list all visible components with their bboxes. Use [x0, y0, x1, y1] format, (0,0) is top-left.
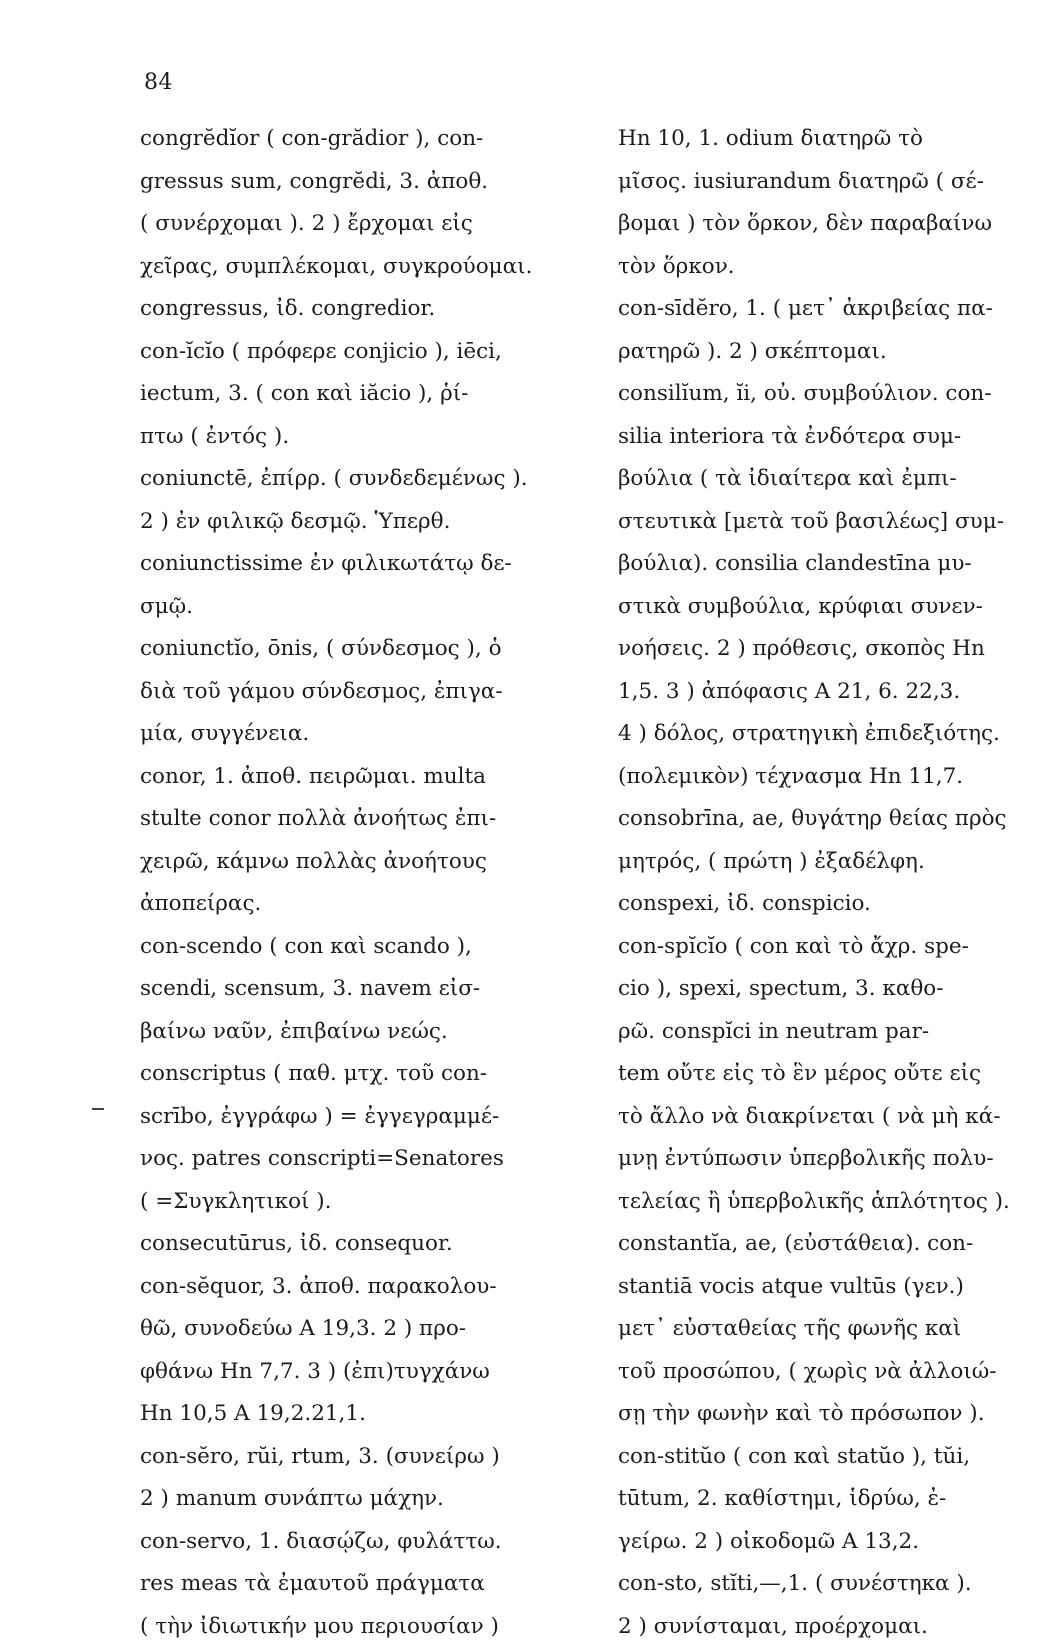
- dictionary-line: silia interiora τὰ ἐνδότερα συμ-: [618, 416, 1026, 459]
- dictionary-line: congressus, ἰδ. congredior.: [140, 288, 582, 331]
- dictionary-line: βούλια ( τὰ ἰδιαίτερα καὶ ἐμπι-: [618, 458, 1026, 501]
- dictionary-line: χεῖρας, συμπλέκομαι, συγκρούομαι.: [140, 246, 582, 289]
- dictionary-line: constantĭa, ae, (εὐστάθεια). con-: [618, 1223, 1026, 1266]
- dictionary-line: στευτικὰ [μετὰ τοῦ βασιλέως] συμ-: [618, 501, 1026, 544]
- dictionary-line: πτω ( ἐντός ).: [140, 416, 582, 459]
- dictionary-line: con-stitŭo ( con καὶ statŭo ), tŭi,: [618, 1436, 1026, 1479]
- dictionary-line: ρῶ. conspĭci in neutram par-: [618, 1011, 1026, 1054]
- dictionary-line: χειρῶ, κάμνω πολλὰς ἀνοήτους: [140, 841, 582, 884]
- dictionary-line: consecutūrus, ἰδ. consequor.: [140, 1223, 582, 1266]
- margin-dash-mark: [92, 1108, 104, 1110]
- dictionary-line: tūtum, 2. καθίστημι, ἱδρύω, ἐ-: [618, 1478, 1026, 1521]
- dictionary-line: 2 ) συνίσταμαι, προέρχομαι.: [618, 1606, 1026, 1648]
- dictionary-line: con-spĭcĭo ( con καὶ τὸ ἄχρ. spe-: [618, 926, 1026, 969]
- dictionary-line: Hn 10,5 A 19,2.21,1.: [140, 1393, 582, 1436]
- dictionary-line: cio ), spexi, spectum, 3. καθο-: [618, 968, 1026, 1011]
- dictionary-line: coniunctĭo, ōnis, ( σύνδεσμος ), ὁ: [140, 628, 582, 671]
- left-column: [140, 118, 582, 1648]
- dictionary-line: consobrīna, ae, θυγάτηρ θείας πρὸς: [618, 798, 1026, 841]
- dictionary-line: tem οὔτε εἰς τὸ ἓν μέρος οὔτε εἰς: [618, 1053, 1026, 1096]
- dictionary-line: βομαι ) τὸν ὅρκον, δὲν παραβαίνω: [618, 203, 1026, 246]
- dictionary-line: stantiā vocis atque vultūs (γεν.): [618, 1266, 1026, 1309]
- dictionary-line: iectum, 3. ( con καὶ iăcio ), ῥί-: [140, 373, 582, 416]
- dictionary-line: ( =Συγκλητικοί ).: [140, 1181, 582, 1224]
- dictionary-line: 2 ) manum συνάπτω μάχην.: [140, 1478, 582, 1521]
- right-column: [618, 118, 1026, 1648]
- dictionary-line: βούλια). consilia clandestīna μυ-: [618, 543, 1026, 586]
- dictionary-line: μῖσος. iusiurandum διατηρῶ ( σέ-: [618, 161, 1026, 204]
- dictionary-line: τελείας ἢ ὑπερβολικῆς ἁπλότητος ).: [618, 1181, 1026, 1224]
- dictionary-line: βαίνω ναῦν, ἐπιβαίνω νεώς.: [140, 1011, 582, 1054]
- dictionary-line: μητρός, ( πρώτη ) ἐξαδέλφη.: [618, 841, 1026, 884]
- dictionary-line: res meas τὰ ἐμαυτοῦ πράγματα: [140, 1563, 582, 1606]
- dictionary-line: φθάνω Hn 7,7. 3 ) (ἐπι)τυγχάνω: [140, 1351, 582, 1394]
- dictionary-line: con-sĕquor, 3. ἀποθ. παρακολου-: [140, 1266, 582, 1309]
- dictionary-line: θῶ, συνοδεύω A 19,3. 2 ) προ-: [140, 1308, 582, 1351]
- dictionary-line: μετ᾽ εὐσταθείας τῆς φωνῆς καὶ: [618, 1308, 1026, 1351]
- dictionary-line: con-servo, 1. διασῴζω, φυλάττω.: [140, 1521, 582, 1564]
- dictionary-line: scendi, scensum, 3. navem εἰσ-: [140, 968, 582, 1011]
- dictionary-line: μνῃ ἐντύπωσιν ὑπερβολικῆς πολυ-: [618, 1138, 1026, 1181]
- dictionary-line: con-ĭcĭo ( πρόφερε conjicio ), iēci,: [140, 331, 582, 374]
- dictionary-line: (πολεμικὸν) τέχνασμα Hn 11,7.: [618, 756, 1026, 799]
- dictionary-line: coniunctissime ἐν φιλικωτάτῳ δε-: [140, 543, 582, 586]
- dictionary-line: coniunctē, ἐπίρρ. ( συνδεδεμένως ).: [140, 458, 582, 501]
- dictionary-line: διὰ τοῦ γάμου σύνδεσμος, ἐπιγα-: [140, 671, 582, 714]
- dictionary-line: stulte conor πολλὰ ἀνοήτως ἐπι-: [140, 798, 582, 841]
- dictionary-line: conor, 1. ἀποθ. πειρῶμαι. multa: [140, 756, 582, 799]
- dictionary-line: σῃ τὴν φωνὴν καὶ τὸ πρόσωπον ).: [618, 1393, 1026, 1436]
- dictionary-line: στικὰ συμβούλια, κρύφιαι συνεν-: [618, 586, 1026, 629]
- dictionary-line: consilĭum, ĭi, οὐ. συμβούλιον. con-: [618, 373, 1026, 416]
- dictionary-line: 4 ) δόλος, στρατηγικὴ ἐπιδεξιότης.: [618, 713, 1026, 756]
- dictionary-line: conspexi, ἰδ. conspicio.: [618, 883, 1026, 926]
- dictionary-line: ( τὴν ἰδιωτικήν μου περιουσίαν ): [140, 1606, 582, 1648]
- dictionary-line: con-sto, stĭti,—,1. ( συνέστηκα ).: [618, 1563, 1026, 1606]
- dictionary-line: νος. patres conscripti=Senatores: [140, 1138, 582, 1181]
- dictionary-line: 1,5. 3 ) ἀπόφασις A 21, 6. 22,3.: [618, 671, 1026, 714]
- dictionary-line: con-sīdĕro, 1. ( μετ᾽ ἀκριβείας πα-: [618, 288, 1026, 331]
- dictionary-line: 2 ) ἐν φιλικῷ δεσμῷ. Ὑπερθ.: [140, 501, 582, 544]
- dictionary-line: τὸν ὅρκον.: [618, 246, 1026, 289]
- dictionary-line: γείρω. 2 ) οἰκοδομῶ A 13,2.: [618, 1521, 1026, 1564]
- dictionary-line: νοήσεις. 2 ) πρόθεσις, σκοπὸς Hn: [618, 628, 1026, 671]
- dictionary-line: con-scendo ( con καὶ scando ),: [140, 926, 582, 969]
- dictionary-line: τὸ ἄλλο νὰ διακρίνεται ( νὰ μὴ κά-: [618, 1096, 1026, 1139]
- dictionary-line: scrībo, ἐγγράφω ) = ἐγγεγραμμέ-: [140, 1096, 582, 1139]
- dictionary-line: gressus sum, congrĕdi, 3. ἀποθ.: [140, 161, 582, 204]
- dictionary-line: ἀποπείρας.: [140, 883, 582, 926]
- page-number: 84: [144, 70, 173, 95]
- dictionary-line: σμῷ.: [140, 586, 582, 629]
- dictionary-line: μία, συγγένεια.: [140, 713, 582, 756]
- dictionary-line: con-sĕro, rŭi, rtum, 3. (συνείρω ): [140, 1436, 582, 1479]
- dictionary-line: conscriptus ( παθ. μτχ. τοῦ con-: [140, 1053, 582, 1096]
- dictionary-line: congrĕdĭor ( con-grădior ), con-: [140, 118, 582, 161]
- dictionary-line: τοῦ προσώπου, ( χωρὶς νὰ ἀλλοιώ-: [618, 1351, 1026, 1394]
- dictionary-line: Hn 10, 1. odium διατηρῶ τὸ: [618, 118, 1026, 161]
- dictionary-line: ( συνέρχομαι ). 2 ) ἔρχομαι εἰς: [140, 203, 582, 246]
- dictionary-line: ρατηρῶ ). 2 ) σκέπτομαι.: [618, 331, 1026, 374]
